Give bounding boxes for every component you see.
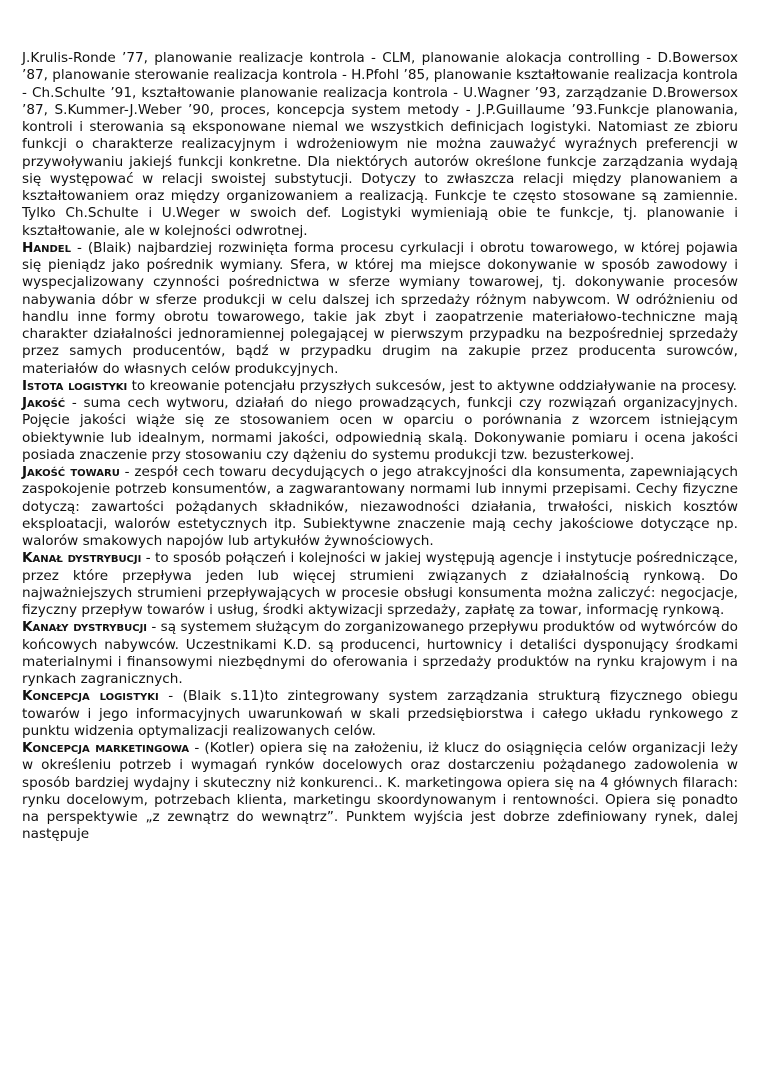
entry-jakosc-towaru (22, 464, 738, 550)
entry-text: - suma cech wytworu, działań do niego prowadzących, funkcji czy rozwiązań organizacyjnych. Pojęcie jakości wiąże się ze stosowaniem ocen w oparciu o porównania z wzorcem istniejącym obiektywnie lub idealnym, normami jakości, odpowiednią skalą. Dokonywanie pomiaru i ocena jakości posiada znaczenie przy stosowaniu czy dążeniu do systemu produkcji tzw. bezusterkowej. (22, 395, 738, 463)
entry-text: - zespół cech towaru decydujących o jego atrakcyjności dla konsumenta, zapewniających zaspokojenie potrzeb konsumentów, a zagwarantowany normami lub innymi przepisami. Cechy fizyczne dotyczą: zawartości pożądanych składników, niezawodności działania, trwałości, niskich kosztów eksploatacji, walorów estetycznych itp. Subiektywne znaczenie mają cechy jakościowe dotyczące np. walorów smakowych napojów lub artykułów żywnościowych. (22, 464, 738, 549)
entry-term: Istota logistyki (22, 377, 128, 394)
entry-istota-logistyki (22, 378, 738, 395)
entry-text: - to sposób połączeń i kolejności w jakiej występują agencje i instytucje pośredniczące, przez które przepływa jeden lub więcej strumieni związanych z działalnością rynkową. Do najważniejszych strumieni przepływających w procesie obsługi konsumenta można zaliczyć: negocjacje, fizyczny przepływ towarów i usług, środki aktywizacji sprzedaży, zapłatę za towar, informację rynkową. (22, 550, 738, 618)
entry-jakosc (22, 395, 738, 464)
entry-koncepcja-logistyki (22, 688, 738, 740)
entry-text: to kreowanie potencjału przyszłych sukcesów, jest to aktywne oddziaływanie na procesy. (127, 377, 738, 394)
entry-text: - (Kotler) opiera się na założeniu, iż klucz do osiągnięcia celów organizacji leży w określeniu potrzeb i wymagań rynków docelowych oraz dostarczeniu pożądanego zadowolenia w sposób bardziej wydajny i skuteczny niż konkurenci.. K. marketingowa opiera się na 4 głównych filarach: rynku docelowym, potrzebach klienta, marketingu skoordynowanym i rentowności. Opiera się ponadto na perspektywie „z zewnątrz do wewnątrz”. Punktem wyjścia jest dobrze zdefiniowany rynek, dalej następuje (22, 740, 738, 843)
entry-text: - (Blaik) najbardziej rozwinięta forma procesu cyrkulacji i obrotu towarowego, w której pojawia się pieniądz jako pośrednik wymiany. Sfera, w której ma miejsce dokonywanie w sposób zawodowy i wyspecjalizowany czynności pośrednictwa w sferze wymiany towarowej, tj. dokonywanie procesów nabywania dóbr w sferze produkcji w celu dalszej ich sprzedaży różnym nabywcom. W odróżnieniu od handlu inne formy obrotu towarowego, takie jak zbyt i zaopatrzenie materiałowo-techniczne mają charakter działalności jednoramiennej polegającej w pierwszym przypadku na bezpośredniej sprzedaży przez samych producentów, bądź w przypadku drugim na zakupie przez producenta surowców, materiałów do własnych celów produkcyjnych. (22, 239, 738, 377)
entry-term: Jakość (22, 395, 66, 411)
entry-kanal-dystrybucji (22, 550, 738, 619)
entry-intro (22, 50, 738, 240)
entry-kanaly-dystrybucji (22, 619, 738, 688)
entry-text: J.Krulis-Ronde ’77, planowanie realizacje kontrola - CLM, planowanie alokacja controlling - D.Bowersox ’87, planowanie sterowanie realizacja kontrola - H.Pfohl ’85, planowanie kształtowanie realizacja kontrola - Ch.Schulte ’91, kształtowanie planowanie realizacja kontrola - U.Wagner ’93, zarządzanie D.Browersox ’87, S.Kummer-J.Weber ’90, proces, koncepcja system metody - J.P.Guillaume ’93.Funkcje planowania, kontroli i sterowania są eksponowane niemal we wszystkich definicjach logistyki. Natomiast ze zbioru funkcji o charakterze realizacyjnym i wdrożeniowym nie można zauważyć wyraźnych preferencji w przywoływaniu jakiejś funkcji konkretne. Dla niektórych autorów określone funkcje zarządzania wydają się występować w relacji swoistej substytucji. Dotyczy to zwłaszcza relacji między planowaniem a kształtowaniem oraz między organizowaniem a realizacją. Funkcje te często stosowane są zamiennie. Tylko Ch.Schulte i U.Weger w swoich def. Logistyki wymieniają obie te funkcje, tj. planowanie i kształtowanie, ale w kolejności odwrotnej. (22, 50, 739, 239)
entry-term: Koncepcja marketingowa (22, 740, 190, 756)
document-page (22, 50, 738, 844)
entry-text: - są systemem służącym do zorganizowanego przepływu produktów od wytwórców do końcowych nabywców. Uczestnikami K.D. są producenci, hurtownicy i detaliści dysponujący środkami materialnymi i finansowymi niezbędnymi do oferowania i sprzedaży produktów na rynku krajowym i na rynkach zagranicznych. (22, 619, 738, 687)
entry-koncepcja-marketingowa (22, 740, 738, 844)
entry-term: Handel (22, 239, 71, 256)
entry-text: - (Blaik s.11)to zintegrowany system zarządzania strukturą fizycznego obiegu towarów i jego informacyjnych uwarunkowań w skali przedsiębiorstwa i całego układu rynkowego z punktu widzenia optymalizacji realizowanych celów. (22, 688, 738, 739)
entry-term: Koncepcja logistyki (22, 688, 159, 705)
entry-term: Jakość towaru (22, 464, 120, 480)
entry-handel (22, 240, 738, 378)
entry-term: Kanały dystrybucji (22, 619, 148, 636)
entry-term: Kanał dystrybucji (22, 550, 142, 567)
